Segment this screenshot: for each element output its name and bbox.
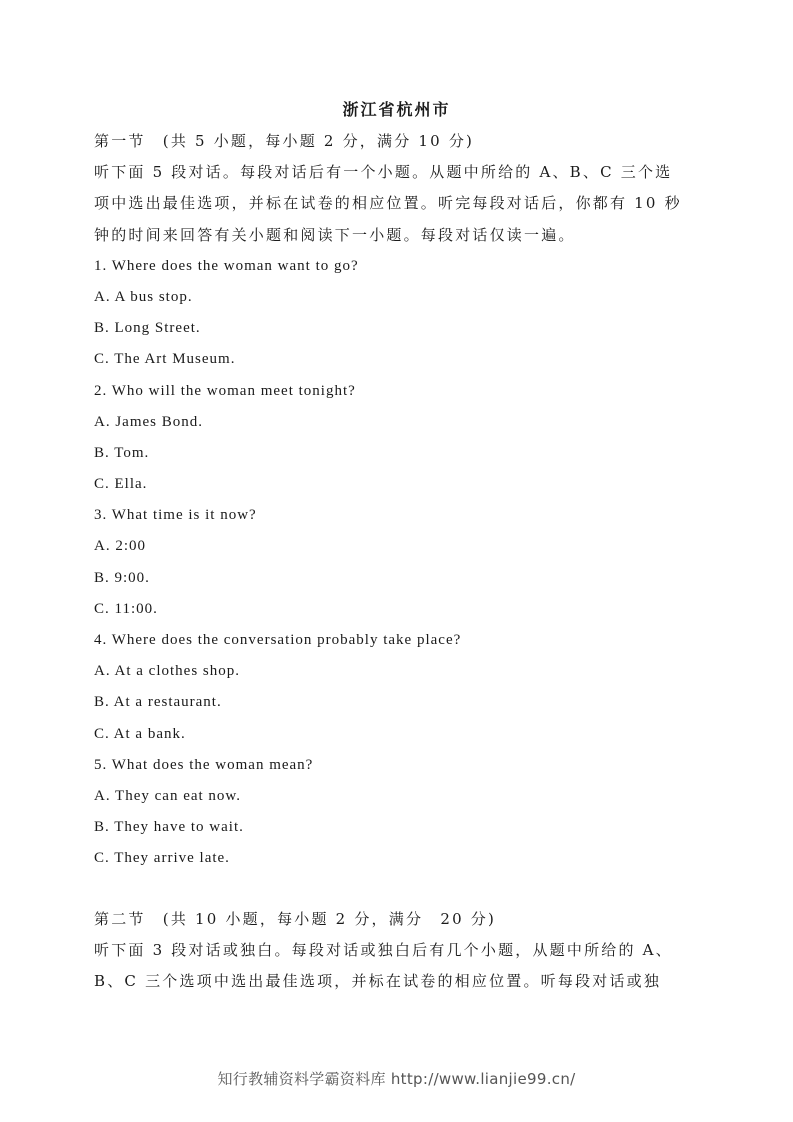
answer-option-c: C. The Art Museum. — [94, 351, 236, 368]
answer-option-c: C. Ella. — [94, 476, 148, 493]
answer-option-a: A. James Bond. — [94, 413, 203, 430]
question-stem: 5. What does the woman mean? — [94, 756, 314, 773]
section-1-instruction-line: 钟的时间来回答有关小题和阅读下一小题。每段对话仅读一遍。 — [94, 225, 576, 244]
section-2-instruction-line: 听下面 3 段对话或独白。每段对话或独白后有几个小题，从题中所给的 A、 — [94, 941, 673, 960]
answer-option-a: A. 2:00 — [94, 538, 146, 555]
question-stem: 1. Where does the woman want to go? — [94, 257, 359, 274]
section-2-instruction-line: B、C 三个选项中选出最佳选项，并标在试卷的相应位置。听每段对话或独 — [94, 972, 662, 991]
question-1 — [94, 251, 700, 376]
answer-option-b: B. 9:00. — [94, 569, 150, 586]
answer-option-b: B. Long Street. — [94, 320, 201, 337]
section-1-heading: 第一节 (共 5 小题，每小题 2 分，满分 10 分) — [94, 132, 475, 150]
question-2 — [94, 376, 700, 501]
section-1 — [94, 126, 700, 875]
answer-option-a: A. They can eat now. — [94, 787, 242, 804]
footer-watermark: 知行教辅资料学霸资料库 http://www.lianjie99.cn/ — [217, 1070, 576, 1088]
answer-option-c: C. They arrive late. — [94, 850, 230, 867]
answer-option-a: A. At a clothes shop. — [94, 663, 240, 680]
page-title: 浙江省杭州市 — [342, 100, 451, 119]
question-stem: 2. Who will the woman meet tonight? — [94, 382, 356, 399]
answer-option-b: B. At a restaurant. — [94, 694, 222, 711]
question-4 — [94, 625, 700, 750]
section-1-instruction-line: 项中选出最佳选项，并标在试卷的相应位置。听完每段对话后，你都有 10 秒 — [94, 194, 682, 213]
section-2 — [94, 904, 700, 998]
answer-option-c: C. At a bank. — [94, 725, 186, 742]
answer-option-b: B. Tom. — [94, 444, 150, 461]
question-stem: 3. What time is it now? — [94, 507, 257, 524]
answer-option-c: C. 11:00. — [94, 600, 158, 617]
answer-option-a: A. A bus stop. — [94, 288, 193, 305]
answer-option-b: B. They have to wait. — [94, 819, 244, 836]
section-1-instruction-line: 听下面 5 段对话。每段对话后有一个小题。从题中所给的 A、B、C 三个选 — [94, 163, 673, 182]
question-3 — [94, 500, 700, 625]
question-stem: 4. Where does the conversation probably take place? — [94, 632, 462, 648]
section-2-heading: 第二节 (共 10 小题，每小题 2 分，满分 20 分) — [94, 910, 497, 928]
question-5 — [94, 750, 700, 875]
